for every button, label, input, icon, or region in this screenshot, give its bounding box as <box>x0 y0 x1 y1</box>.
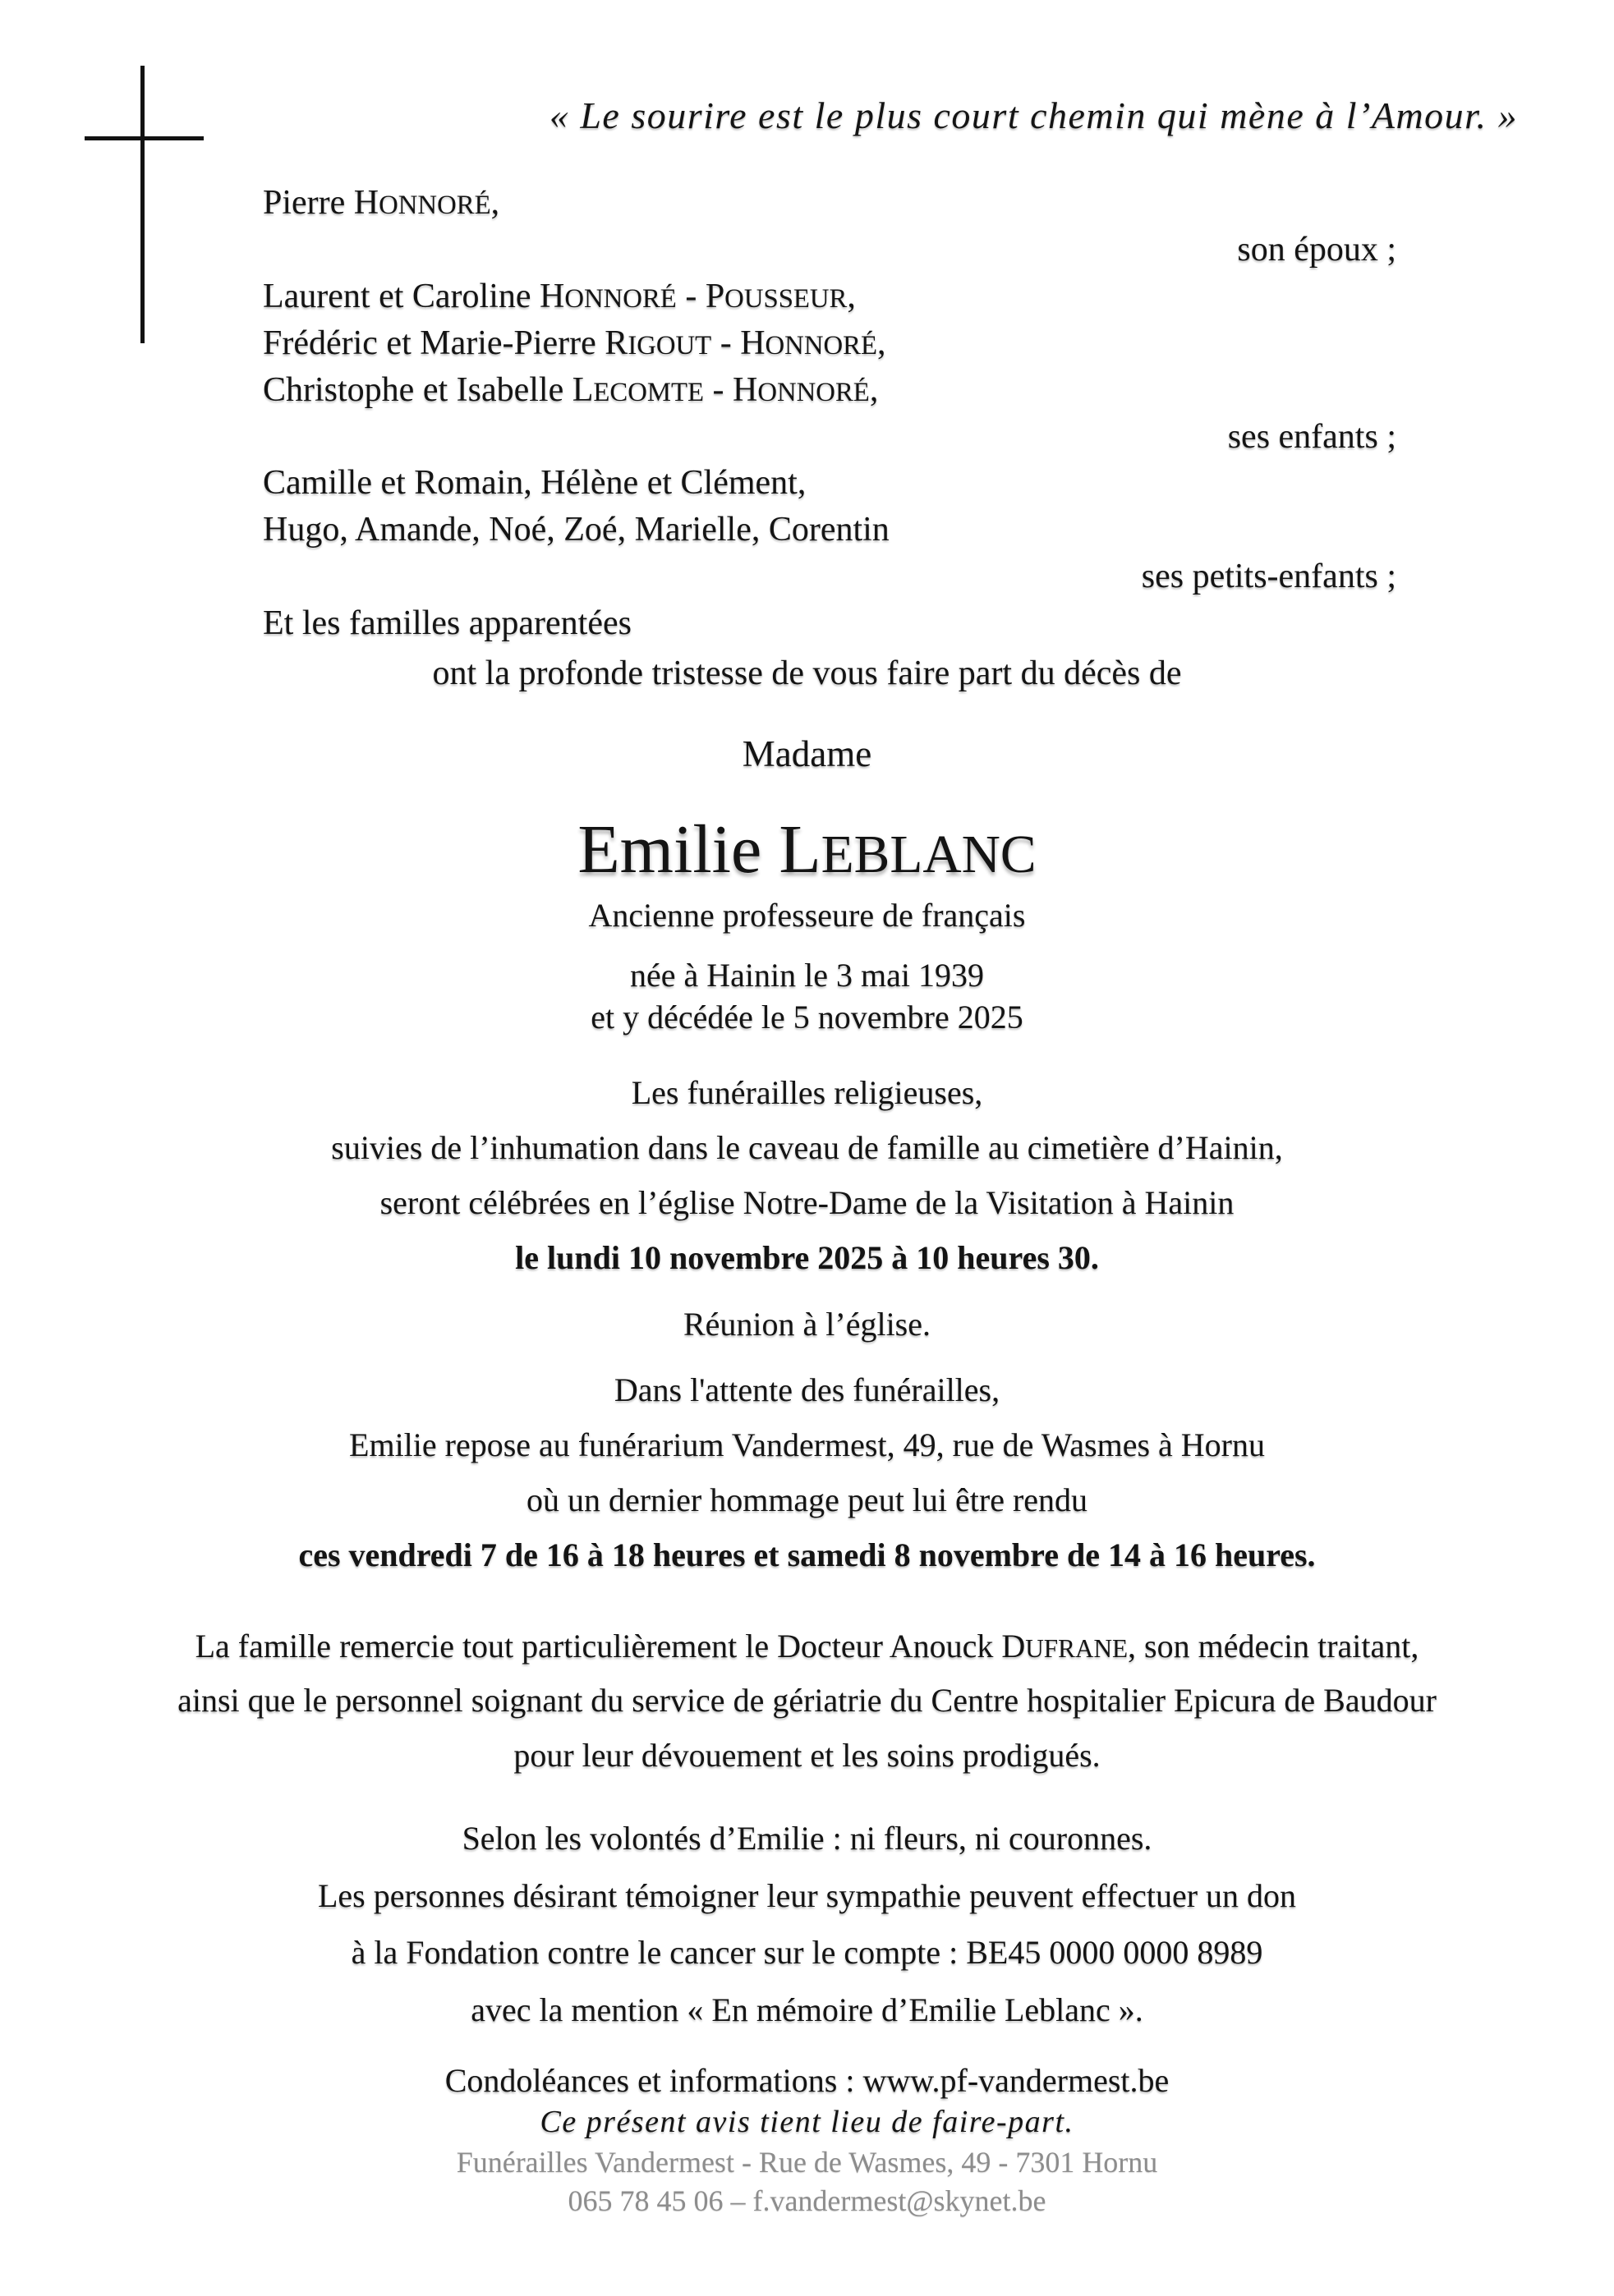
wishes-line-1: Selon les volontés d’Emilie : ni fleurs, ni couronnes. <box>462 1820 1152 1857</box>
life-dates <box>0 954 1614 1038</box>
text-segment: , <box>847 277 856 315</box>
announcement-statement: ont la profonde tristesse de vous faire part du décès de <box>432 654 1182 693</box>
relation-children: ses enfants ; <box>1227 417 1396 456</box>
donation-mention-line: avec la mention « En mémoire d’Emilie Leblanc ». <box>471 1991 1143 2028</box>
text-segment: , <box>876 324 886 362</box>
funeral-home-footer <box>0 2060 1614 2220</box>
relation-grandchildren: ses petits-enfants ; <box>1141 558 1396 596</box>
thanks-section <box>0 1619 1614 1784</box>
birth-line: née à Hainin le 3 mai 1939 <box>630 957 984 994</box>
funeral-home-address: Funérailles Vandermest - Rue de Wasmes, 49 - 7301 Hornu <box>456 2145 1158 2179</box>
text-segment: , <box>869 370 879 409</box>
text-segment: , <box>490 184 500 222</box>
meeting-line: Réunion à l’église. <box>683 1305 931 1343</box>
repose-line-1: Dans l'attente des funérailles, <box>614 1371 1000 1409</box>
ceremony-section <box>0 1066 1614 1285</box>
text-segment: Emilie <box>577 811 779 889</box>
wishes-section <box>0 1810 1614 2038</box>
condolences-website-line: Condoléances et informations : www.pf-vandermest.be <box>444 2062 1170 2100</box>
repose-visiting-hours: ces vendredi 7 de 16 à 18 heures et samedi 8 novembre de 14 à 16 heures. <box>298 1536 1316 1573</box>
text-segment: - <box>676 277 706 315</box>
related-families-line: Et les familles apparentées <box>263 604 632 643</box>
cross-horizontal-bar <box>85 136 204 140</box>
memorial-quote: « Le sourire est le plus court chemin qui mène à l’Amour. » <box>549 94 1518 136</box>
husband-name <box>0 180 1614 227</box>
surname-smallcaps: HONNORÉ <box>740 324 877 362</box>
family-section <box>0 180 1614 647</box>
deceased-profession: Ancienne professeure de français <box>588 897 1026 934</box>
surname-smallcaps: POUSSEUR <box>705 277 848 315</box>
thanks-line-2: ainsi que le personnel soignant du service de gériatrie du Centre hospitalier Epicura de Baudour <box>177 1682 1437 1720</box>
surname-smallcaps: LEBLANC <box>779 811 1037 889</box>
text-segment: Frédéric et Marie-Pierre <box>263 324 605 362</box>
relation-husband: son époux ; <box>1237 230 1396 269</box>
thanks-line-1 <box>0 1619 1614 1674</box>
surname-smallcaps: DUFRANE <box>1001 1627 1129 1665</box>
text-segment: Pierre <box>263 184 354 222</box>
child-couple-3 <box>0 367 1614 414</box>
repose-section <box>0 1363 1614 1582</box>
deceased-honorific: Madame <box>742 733 872 775</box>
funeral-home-contact: 065 78 45 06 – f.vandermest@skynet.be <box>568 2183 1046 2217</box>
repose-line-3: où un dernier hommage peut lui être rendu <box>526 1481 1088 1519</box>
donation-account-line: à la Fondation contre le cancer sur le compte : BE45 0000 0000 8989 <box>351 1934 1263 1972</box>
wishes-line-2: Les personnes désirant témoigner leur sympathie peuvent effectuer un don <box>317 1876 1297 1914</box>
ceremony-line-1: Les funérailles religieuses, <box>631 1074 983 1112</box>
surname-smallcaps: HONNORÉ <box>733 370 870 409</box>
notice-line: Ce présent avis tient lieu de faire-part. <box>540 2105 1074 2140</box>
repose-line-2: Emilie repose au funérarium Vandermest, 49, rue de Wasmes à Hornu <box>349 1426 1265 1464</box>
deceased-name <box>0 810 1614 889</box>
child-couple-2 <box>0 320 1614 367</box>
child-couple-1 <box>0 273 1614 320</box>
cross-vertical-bar <box>140 66 145 343</box>
surname-smallcaps: RIGOUT <box>605 324 712 362</box>
ceremony-line-3: seront célébrées en l’église Notre-Dame de la Visitation à Hainin <box>379 1184 1235 1222</box>
grandchildren-line-2: Hugo, Amande, Noé, Zoé, Marielle, Corentin <box>263 511 890 549</box>
surname-smallcaps: HONNORÉ <box>353 184 491 222</box>
ceremony-line-2: suivies de l’inhumation dans le caveau de famille au cimetière d’Hainin, <box>331 1129 1283 1167</box>
thanks-line-3: pour leur dévouement et les soins prodigués. <box>513 1737 1101 1775</box>
text-segment: - <box>704 370 733 409</box>
surname-smallcaps: HONNORÉ <box>540 277 677 315</box>
ceremony-datetime: le lundi 10 novembre 2025 à 10 heures 30. <box>515 1238 1099 1276</box>
surname-smallcaps: LECOMTE <box>572 370 705 409</box>
grandchildren-line-1: Camille et Romain, Hélène et Clément, <box>263 464 807 503</box>
text-segment: Laurent et Caroline <box>263 277 540 315</box>
text-segment: Christophe et Isabelle <box>263 370 572 409</box>
death-line: et y décédée le 5 novembre 2025 <box>591 999 1023 1036</box>
text-segment: - <box>711 324 741 362</box>
text-segment: La famille remercie tout particulièrement le Docteur Anouck <box>195 1627 1002 1665</box>
text-segment: , son médecin traitant, <box>1128 1627 1419 1665</box>
